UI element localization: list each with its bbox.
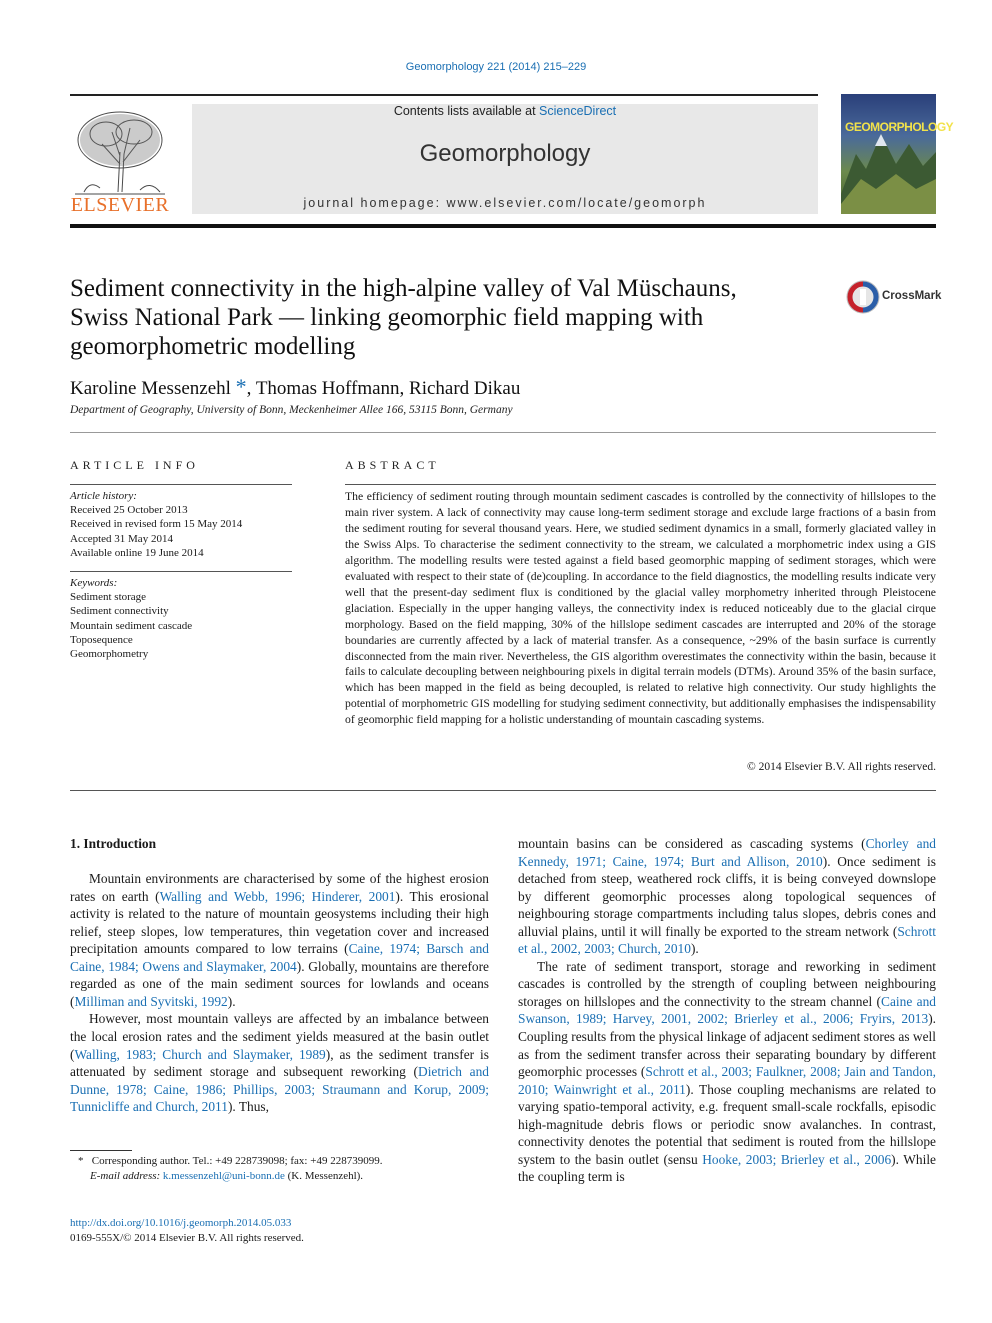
title-line: Swiss National Park — linking geomorphic field mapping with <box>70 304 704 331</box>
paragraph-text: The rate of sediment transport, storage and reworking in sediment cascades is controlled by the strength of coupling between neighbouring storages on hillslopes and the connectivity to the stream channel ( <box>518 958 936 1009</box>
doi-link[interactable]: http://dx.doi.org/10.1016/j.geomorph.2014.05.033 <box>70 1217 292 1229</box>
author-list <box>70 374 520 400</box>
paragraph-text: ). While the coupling term is <box>518 1151 936 1185</box>
history-item: Accepted 31 May 2014 <box>70 532 173 545</box>
issn: 0169-555X/© 2014 Elsevier B.V. All rights reserved. <box>70 1231 304 1244</box>
email-suffix: (K. Messenzehl). <box>284 1169 364 1182</box>
citation-link[interactable]: Schrott et al., 2002, 2003; Church, 2010 <box>518 923 936 957</box>
citation-link[interactable]: Dietrich and Dunne, 1978; Caine, 1986; Phillips, 2003; Straumann and Korup, 2009; Tunnicliffe and Church, 2011 <box>70 1064 489 1115</box>
email-label: E-mail address: <box>90 1169 161 1182</box>
author-name: Karoline Messenzehl <box>70 378 231 399</box>
divider <box>70 432 936 433</box>
article-info-heading: ARTICLE INFO <box>70 458 199 472</box>
body-column-right <box>518 835 936 1186</box>
paragraph-text: ), as the sediment transfer is attenuated by sediment storage and subsequent reworking ( <box>70 1046 489 1080</box>
article-history <box>70 489 292 560</box>
paragraph-text: ). <box>690 941 699 957</box>
cover-title: GEOMORPHOLOGY <box>845 120 954 134</box>
crossmark-label[interactable]: CrossMark <box>882 290 942 302</box>
paragraph <box>518 835 936 958</box>
paragraph-text: ). Once sediment is detached from steep, weathered rock cliffs, it is being conveyed downslope by different geomorphic processes along topological sequences of neighbouring storage compartments including talus slopes, debris cones and alluvial plains, until it will finally be exported to the stream network ( <box>518 853 936 939</box>
divider <box>70 571 292 572</box>
history-label: Article history: <box>70 490 137 502</box>
sciencedirect-link[interactable]: ScienceDirect <box>539 104 617 118</box>
citation-link[interactable]: Chorley and Kennedy, 1971; Caine, 1974; Burt and Allison, 2010 <box>518 836 937 869</box>
paragraph <box>518 958 936 1186</box>
divider <box>345 484 936 485</box>
history-item: Received in revised form 15 May 2014 <box>70 518 243 531</box>
paragraph <box>70 870 489 1010</box>
corresponding-text: Corresponding author. Tel.: +49 228739098; fax: +49 228739099. <box>91 1155 383 1167</box>
paragraph-text: ). <box>227 993 236 1009</box>
history-item: Available online 19 June 2014 <box>70 546 204 559</box>
citation-link[interactable]: Hooke, 2003; Brierley et al., 2006 <box>702 1151 892 1167</box>
keyword: Geomorphometry <box>70 648 149 661</box>
abstract-heading: ABSTRACT <box>345 458 440 472</box>
corresponding-author-mark[interactable]: * <box>235 374 247 399</box>
contents-availability <box>192 104 818 118</box>
keywords <box>70 576 292 661</box>
citation-link[interactable]: Milliman and Syvitski, 1992 <box>74 993 228 1009</box>
paragraph-text: Mountain environments are characterised by some of the highest erosion rates on earth ( <box>70 871 489 904</box>
history-item: Received 25 October 2013 <box>70 504 188 517</box>
keywords-label: Keywords: <box>70 577 118 589</box>
keyword: Mountain sediment cascade <box>70 619 193 632</box>
abstract-text: The efficiency of sediment routing through mountain sediment cascades is controlled by the connectivity of hillslopes to the main river system. A lack of connectivity may cause long-term sediment storage and exclude large fractions of a basin from the sediment routing for several thousand years. Here, we studied sediment dynamics in a small, formerly glaciated valley in the Swiss Alps. To characterise the sediment connectivity to the stream, we calculated a morphometric index using a GIS algorithm. The modelling results were tested against a field based geomorphic mapping of sediment storages, which were evaluated with respect to their state of (de)coupling. In accordance to the field diagnostics, the modelling results indicate very well that the present-day sediment flux is conditioned by the glacial valley morphometry inherited through Pleistocene glaciation. Especially in the upper hanging valleys, the connectivity index is reduced noticeably due to the glacial cirque morphology. Based on the field mapping, 30% of the hillslope sediment cascades are interrupted and 20% of the storage boundaries are currently affected by a lack of material transfer. As a consequence, ~29% of the basin surface is currently disconnected from the main river. Nevertheless, the GIS algorithm overestimates the connectivity within the basin, because it fails to calculate decoupling between neighbouring pixels in digital terrain models (DTMs). Around 35% of the basin surface, which has been mapped in the field as being decoupled, is related to relative high connectivity. Our study highlights the potential of morphometric GIS modelling for studying sediment connectivity, but additionally emphasises the indispensability of geomorphic field mapping for a holistic understanding of mountain cascading systems. <box>345 490 936 727</box>
other-authors: , Thomas Hoffmann, Richard Dikau <box>246 378 521 399</box>
top-rule <box>70 94 818 96</box>
elsevier-wordmark[interactable]: ELSEVIER <box>70 194 170 216</box>
paragraph-text: ). Globally, mountains are therefore regarded as one of the main sediment sources for lowlands and oceans ( <box>70 958 490 1009</box>
affiliation: Department of Geography, University of Bonn, Meckenheimer Allee 166, 53115 Bonn, Germany <box>70 404 513 416</box>
paragraph-text: ). Those coupling mechanisms are related to varying spatio-temporal activity, e.g. frequent small-scale rockfalls, episodic high-magnitude debris flows or periodic snow avalanches. In contrast, connectivity denotes the potential that sediment is routed from the hillslope system to the basin outlet (sensu <box>518 1081 936 1167</box>
journal-citation[interactable]: Geomorphology 221 (2014) 215–229 <box>405 61 587 73</box>
footnote-mark: * <box>78 1155 84 1167</box>
divider <box>70 484 292 485</box>
email-note <box>70 1169 489 1184</box>
copyright: © 2014 Elsevier B.V. All rights reserved. <box>747 761 936 773</box>
journal-cover-image <box>841 94 954 214</box>
article-identifiers <box>70 1216 490 1245</box>
section-heading: 1. Introduction <box>70 836 157 851</box>
title-line: Sediment connectivity in the high-alpine valley of Val Müschauns, <box>70 275 737 302</box>
journal-name: Geomorphology <box>419 140 591 167</box>
citation-link[interactable]: Caine and Swanson, 1989; Harvey, 2001, 2002; Brierley et al., 2006; Fryirs, 2013 <box>518 993 936 1027</box>
paragraph-text: ). Thus, <box>227 1099 269 1115</box>
title-line: geomorphometric modelling <box>70 333 356 360</box>
paragraph-text: ). This erosional activity is related to the nature of mountain geosystems including their high relief, steep slopes, low temperatures, thin vegetation cover and increased precipitation amounts compared to low terrains ( <box>70 888 489 957</box>
keyword: Sediment connectivity <box>70 605 169 618</box>
footnote-rule <box>70 1150 132 1151</box>
paragraph-text: However, most mountain valleys are affected by an imbalance between the local erosion rates and the sediment yields measured at the basin outlet ( <box>70 1011 489 1062</box>
citation-link[interactable]: Schrott et al., 2003; Faulkner, 2008; Jain and Tandon, 2010; Wainwright et al., 2011 <box>518 1064 936 1097</box>
corresponding-note <box>70 1154 489 1169</box>
citation-link[interactable]: Caine, 1974; Barsch and Caine, 1984; Owens and Slaymaker, 2004 <box>70 941 489 974</box>
body-column-left <box>70 835 489 1116</box>
citation-link[interactable]: Walling and Webb, 1996; Hinderer, 2001 <box>159 888 396 904</box>
crossmark-icon[interactable] <box>846 280 880 314</box>
divider <box>70 790 936 791</box>
journal-homepage[interactable]: journal homepage: www.elsevier.com/locate/geomorph <box>303 196 707 210</box>
email-link[interactable]: k.messenzehl@uni-bonn.de <box>162 1169 285 1182</box>
contents-prefix: Contents lists available at <box>393 104 540 118</box>
cover-mountain-art <box>841 94 954 214</box>
keyword: Toposequence <box>70 633 133 646</box>
paragraph-text: ). Coupling results from the physical linkage of adjacent sediment stores as well as from the sediment transfer across their separating boundary by different geomorphic processes ( <box>518 1011 936 1080</box>
keyword: Sediment storage <box>70 591 147 604</box>
footnote <box>70 1154 489 1183</box>
citation-link[interactable]: Walling, 1983; Church and Slaymaker, 1989 <box>74 1046 326 1062</box>
header-rule <box>70 224 936 228</box>
paragraph-text: mountain basins can be considered as cascading systems ( <box>518 836 866 851</box>
paragraph <box>70 1010 489 1115</box>
article-title <box>70 274 800 361</box>
